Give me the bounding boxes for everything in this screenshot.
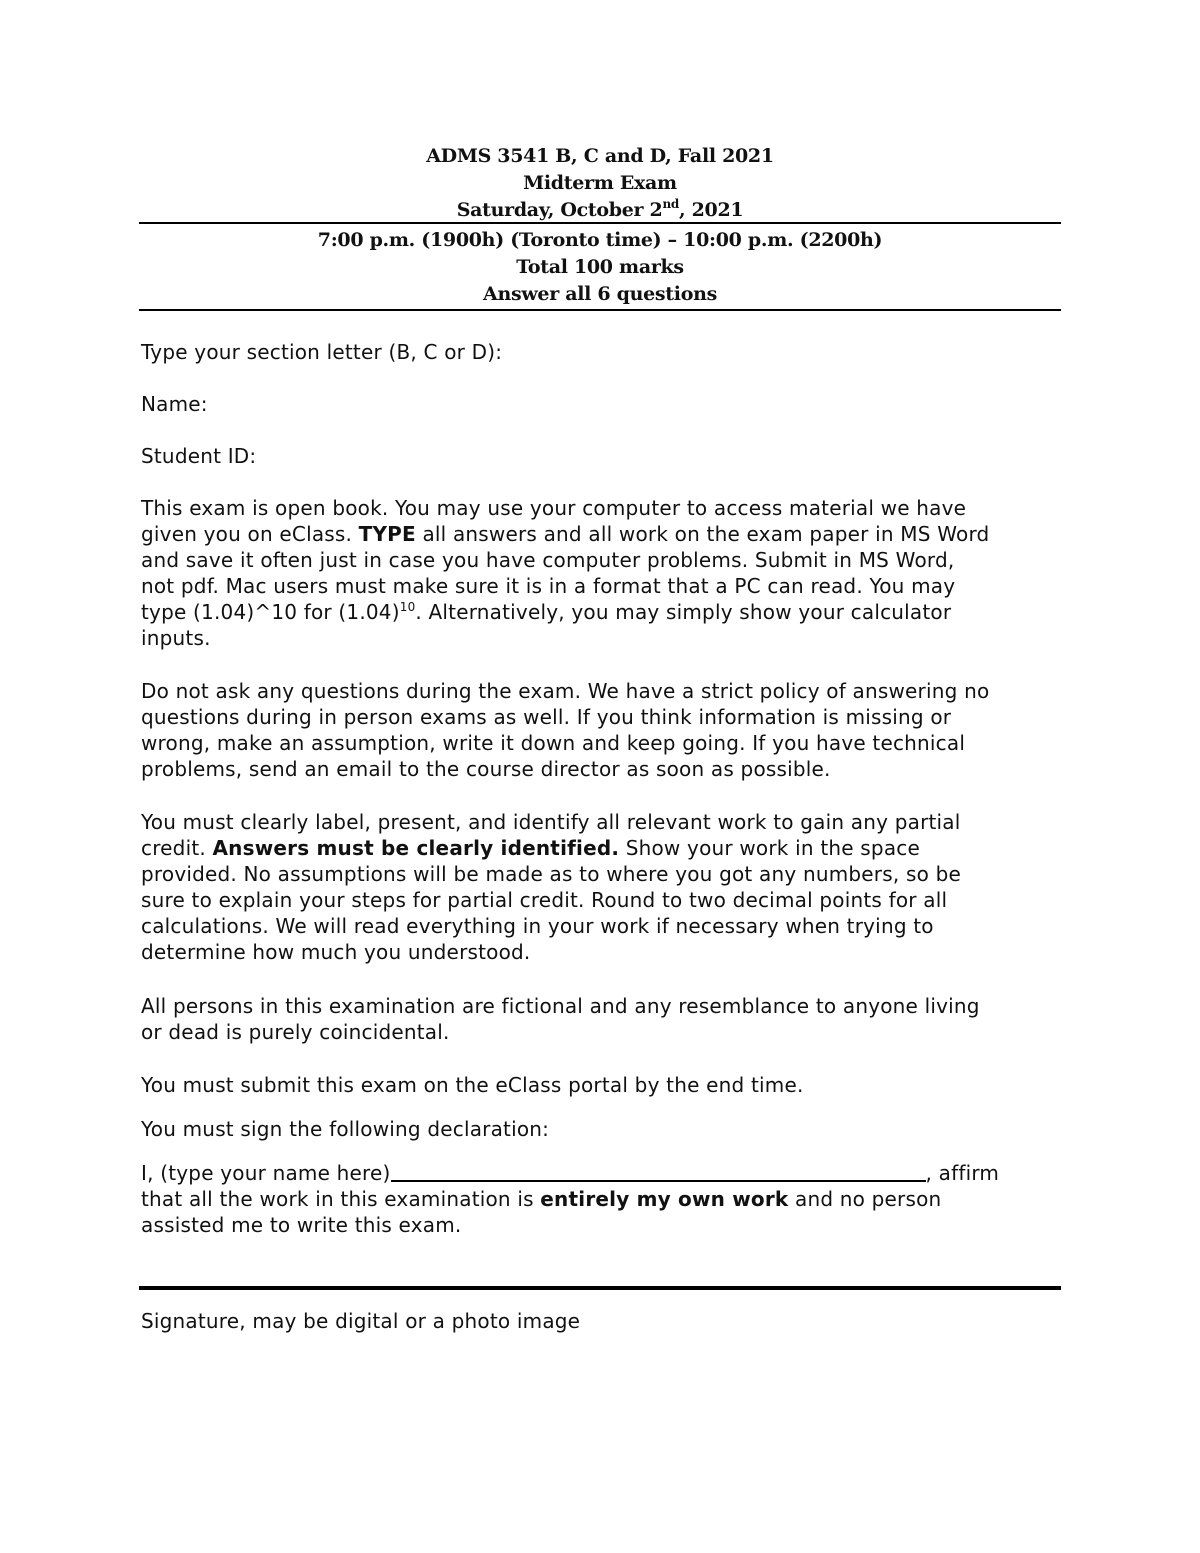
work-presentation-paragraph: You must clearly label, present, and identify all relevant work to gain any partial credit. Answers must be clearly identified. Show your work in the space provided. No assumptions will be made as to where you got any numbers, so be sure to explain your steps for partial credit. Round to two decimal points for all calculations. We will read everything in your work if necessary when trying to determine how much you understood.	[141, 810, 961, 964]
name-field-label: Name:	[141, 392, 208, 416]
course-title: ADMS 3541 B, C and D, Fall 2021	[426, 145, 774, 167]
student-id-field-label: Student ID:	[141, 444, 257, 468]
header-divider	[139, 222, 1061, 224]
question-count: Answer all 6 questions	[483, 283, 717, 305]
header-bottom-rule	[139, 309, 1061, 311]
name-blank-line[interactable]	[391, 1162, 926, 1182]
exam-date: Saturday, October 2nd, 2021	[456, 197, 744, 221]
instructions-paragraph: This exam is open book. You may use your computer to access material we have given you on eClass. TYPE all answers and all work on the exam paper in MS Word and save it often just in case you have computer problems. Submit in MS Word, not pdf. Mac users must make sure it is in a format that a PC can read. You may type (1.04)^10 for $(1.04)^{10}$. Alternatively, you may simply show your calculator inputs.	[141, 496, 990, 650]
submission-instruction: You must submit this exam on the eClass portal by the end time.	[141, 1073, 804, 1097]
questions-policy-paragraph: Do not ask any questions during the exam. We have a strict policy of answering no questions during in person exams as well. If you think information is missing or wrong, make an assumption, write it down and keep going. If you have technical problems, send an email to the course director as soon as possible.	[141, 679, 990, 781]
total-marks: Total 100 marks	[516, 256, 684, 278]
exam-time: 7:00 p.m. (1900h) (Toronto time) – 10:00 p.m. (2200h)	[317, 229, 883, 251]
section-field-label: Type your section letter (B, C or D):	[141, 340, 503, 364]
signature-line[interactable]	[139, 1286, 1061, 1290]
signature-label: Signature, may be digital or a photo image	[141, 1309, 581, 1333]
fiction-disclaimer-paragraph: All persons in this examination are fictional and any resemblance to anyone living or dead is purely coincidental.	[141, 994, 980, 1044]
declaration-statement: I, (type your name here) , affirm that all the work in this examination is entirely my own work and no person assisted me to write this exam.	[141, 1161, 1000, 1237]
declaration-instruction: You must sign the following declaration:	[141, 1117, 550, 1141]
exam-title: Midterm Exam	[523, 172, 677, 194]
